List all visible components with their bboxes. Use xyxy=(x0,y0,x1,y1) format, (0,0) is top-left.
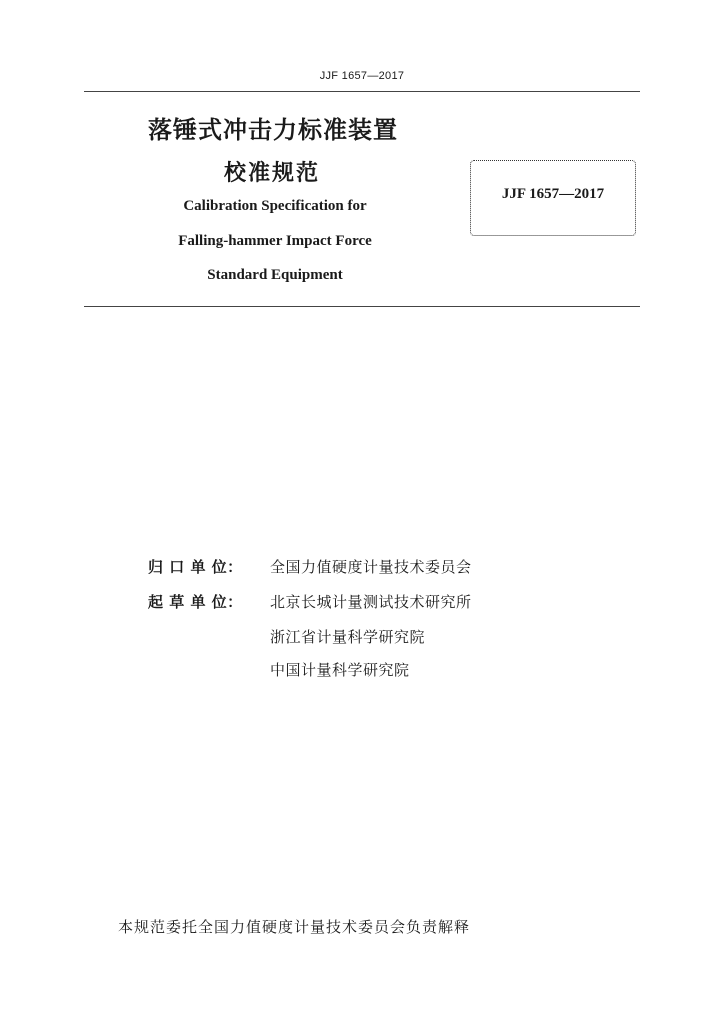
drafting-unit-value-2: 浙江省计量科学研究院 xyxy=(270,628,426,646)
drafting-unit-value-3: 中国计量科学研究院 xyxy=(270,661,410,679)
drafting-unit-row xyxy=(148,591,472,612)
title-chinese-main: 落锤式冲击力标准装置 xyxy=(148,116,398,144)
title-chinese-sub: 校准规范 xyxy=(224,161,321,186)
title-english-line-2: Falling-hammer Impact Force xyxy=(178,233,372,249)
drafting-unit-value-1: 北京长城计量测试技术研究所 xyxy=(270,593,472,611)
drafting-unit-row-3 xyxy=(148,659,410,680)
responsible-unit-value: 全国力值硬度计量技术委员会 xyxy=(270,558,472,576)
responsible-unit-label: 归 口 单 位： xyxy=(148,558,243,576)
drafting-unit-row-2 xyxy=(148,626,425,647)
top-divider xyxy=(84,91,640,92)
responsible-unit-row xyxy=(148,556,472,577)
interpretation-note: 本规范委托全国力值硬度计量技术委员会负责解释 xyxy=(118,918,471,936)
standard-code-box xyxy=(470,160,636,236)
standard-code-box-text: JJF 1657—2017 xyxy=(501,185,605,202)
title-divider xyxy=(84,306,640,307)
title-english-line-1: Calibration Specification for xyxy=(183,198,367,214)
drafting-unit-label: 起 草 单 位： xyxy=(148,593,243,611)
header-standard-code: JJF 1657—2017 xyxy=(319,70,405,82)
title-english-line-3: Standard Equipment xyxy=(207,267,343,283)
